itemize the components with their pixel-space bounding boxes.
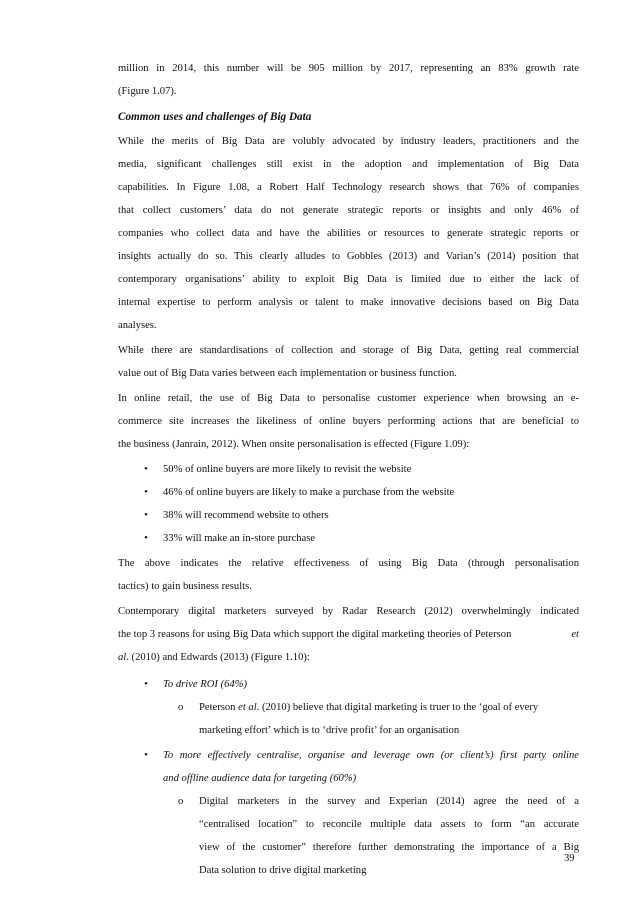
list-item: To more effectively centralise, organise and leverage own (or client’s) first party online — [163, 750, 579, 761]
bullet-icon: • — [144, 750, 148, 761]
paragraph-line: commerce site increases the likeliness of online buyers performing actions that are beneficial to — [118, 416, 579, 427]
paragraph-line: insights actually do so. This clearly alludes to Gobbles (2013) and Varian’s (2014) position that — [118, 251, 579, 262]
sub-list-item: Data solution to drive digital marketing — [199, 865, 367, 876]
paragraph-line: contemporary organisations’ ability to exploit Big Data is limited due to either the lack of — [118, 274, 579, 285]
list-item: 38% will recommend website to others — [163, 510, 329, 521]
sub-list-text: . (2010) believe that digital marketing is truer to the ‘goal of every — [256, 702, 539, 713]
sub-list-item: Digital marketers in the survey and Experian (2014) agree the need of a — [199, 796, 579, 807]
paragraph-line: The above indicates the relative effectiveness of using Big Data (through personalisation — [118, 558, 579, 569]
paragraph-line — [118, 628, 579, 642]
bullet-icon: • — [144, 679, 148, 690]
sub-bullet-icon: o — [178, 796, 184, 807]
paragraph-text: . (2010) and Edwards (2013) (Figure 1.10): — [126, 652, 310, 663]
paragraph-line: the business (Janrain, 2012). When onsite personalisation is effected (Figure 1.09): — [118, 439, 470, 450]
paragraph-text-italic: al — [118, 652, 127, 663]
sub-bullet-icon: o — [178, 702, 184, 713]
list-item: 50% of online buyers are more likely to revisit the website — [163, 464, 412, 475]
sub-list-item — [199, 701, 538, 715]
paragraph-line: internal expertise to perform analysis or talent to make innovative decisions based on Big Data — [118, 297, 579, 308]
sub-list-item: marketing effort’ which is to ‘drive profit’ for an organisation — [199, 725, 460, 736]
sub-list-text-italic: et al — [238, 702, 257, 713]
paragraph-line: value out of Big Data varies between each implementation or business function. — [118, 368, 457, 379]
paragraph-line: tactics) to gain business results. — [118, 581, 252, 592]
paragraph-line: analyses. — [118, 320, 157, 331]
paragraph-line: that collect customers’ data do not generate strategic reports or insights and only 46% of — [118, 205, 579, 216]
bullet-icon: • — [144, 464, 148, 475]
bullet-icon: • — [144, 533, 148, 544]
paragraph-line: companies who collect data and have the abilities or resources to generate strategic reports or — [118, 228, 579, 239]
paragraph-line: In online retail, the use of Big Data to personalise customer experience when browsing an e- — [118, 393, 579, 404]
bullet-icon: • — [144, 487, 148, 498]
bullet-icon: • — [144, 510, 148, 521]
sub-list-item: view of the customer” therefore further demonstrating the importance of a Big — [199, 842, 579, 853]
paragraph-line: While there are standardisations of collection and storage of Big Data, getting real commercial — [118, 345, 579, 356]
paragraph-text: the top 3 reasons for using Big Data which support the digital marketing theories of Peterson — [118, 629, 512, 640]
paragraph-line: (Figure 1.07). — [118, 86, 177, 97]
section-heading: Common uses and challenges of Big Data — [118, 111, 312, 123]
paragraph-text-italic: et — [571, 629, 579, 640]
paragraph-line: While the merits of Big Data are volubly advocated by industry leaders, practitioners and the — [118, 136, 579, 147]
list-item: 33% will make an in-store purchase — [163, 533, 316, 544]
sub-list-text: Peterson — [199, 702, 239, 713]
paragraph-line: million in 2014, this number will be 905 million by 2017, representing an 83% growth rate — [118, 63, 579, 74]
paragraph-line: capabilities. In Figure 1.08, a Robert Half Technology research shows that 76% of companies — [118, 182, 579, 193]
list-item: 46% of online buyers are likely to make a purchase from the website — [163, 487, 455, 498]
sub-list-item: “centralised location” to reconcile multiple data assets to form “an accurate — [199, 819, 579, 830]
list-item: To drive ROI (64%) — [163, 679, 248, 690]
page-number: 39 — [564, 853, 575, 864]
list-item: and offline audience data for targeting (60%) — [163, 773, 357, 784]
paragraph-line — [118, 651, 310, 665]
paragraph-line: media, significant challenges still exist in the adoption and implementation of Big Data — [118, 159, 579, 170]
paragraph-line: Contemporary digital marketers surveyed by Radar Research (2012) overwhelmingly indicated — [118, 606, 579, 617]
